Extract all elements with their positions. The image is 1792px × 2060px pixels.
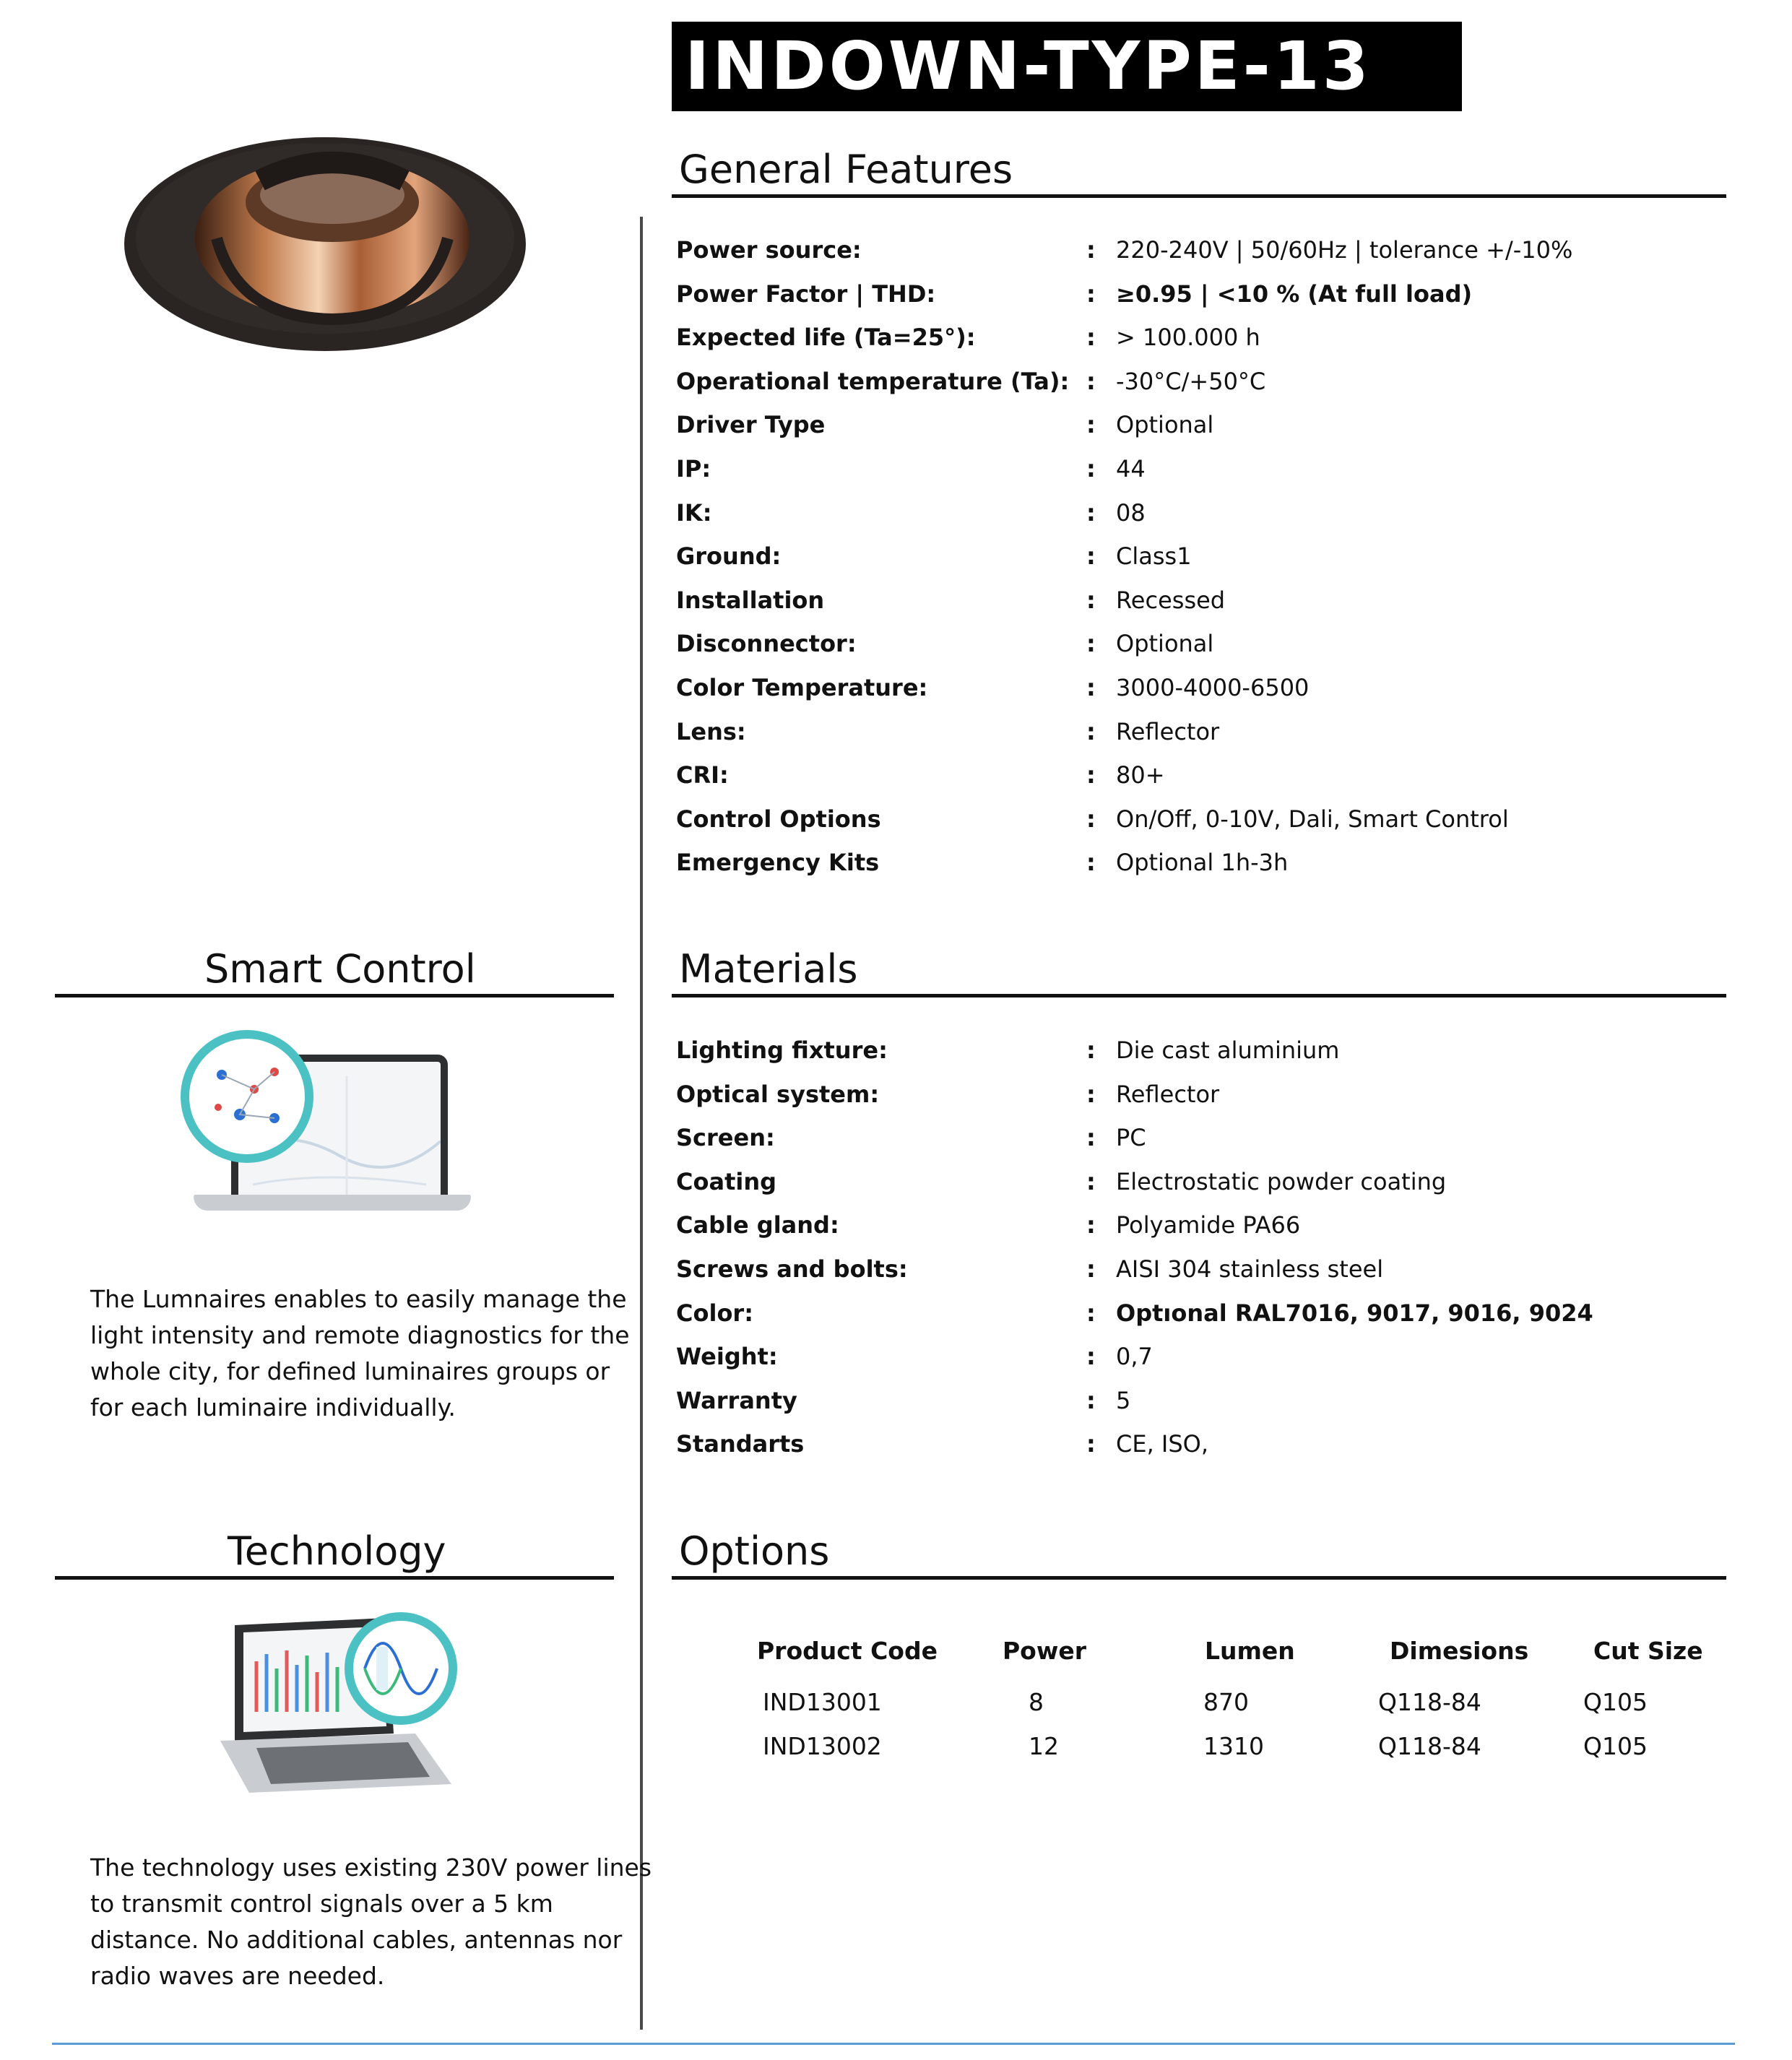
spec-label: Power Factor | THD:: [676, 280, 936, 308]
zoom-circle: [181, 1030, 313, 1163]
spec-row: [676, 1247, 1723, 1291]
spec-label: Disconnector:: [676, 630, 857, 658]
text-line: radio waves are needed.: [90, 1962, 385, 1990]
general-features-rule: [672, 194, 1726, 198]
general-features-heading: General Features: [679, 147, 1013, 192]
spec-colon: :: [1086, 673, 1096, 701]
spec-value: Recessed: [1116, 586, 1226, 614]
spec-row: [676, 403, 1723, 447]
spec-colon: :: [1086, 1037, 1096, 1064]
spec-row: [676, 710, 1723, 754]
spec-colon: :: [1086, 1211, 1096, 1239]
options-cell: 12: [1029, 1732, 1059, 1760]
spec-colon: :: [1086, 367, 1096, 395]
text-line: for each luminaire individually.: [90, 1393, 456, 1421]
spec-label: Ground:: [676, 542, 782, 571]
spec-row: [676, 666, 1723, 710]
spec-value: ≥0.95 | <10 % (At full load): [1116, 280, 1473, 308]
spec-label: IK:: [676, 498, 712, 527]
options-header-cut-size: Cut Size: [1593, 1637, 1703, 1665]
spec-colon: :: [1086, 454, 1096, 482]
text-line: The Lumnaires enables to easily manage the: [90, 1285, 627, 1313]
spec-colon: :: [1086, 761, 1096, 789]
column-divider: [640, 217, 643, 2030]
spec-value: 220-240V | 50/60Hz | tolerance +/-10%: [1116, 236, 1573, 264]
spec-value: Reflector: [1116, 717, 1220, 745]
text-line: whole city, for defined luminaires groups or: [90, 1357, 610, 1385]
smart-control-rule: [55, 994, 614, 997]
options-header-lumen: Lumen: [1205, 1637, 1295, 1665]
spec-value: Electrostatic powder coating: [1116, 1167, 1447, 1195]
technology-laptop-image: [206, 1604, 480, 1820]
spec-label: Lighting fixture:: [676, 1037, 888, 1064]
spec-row: [676, 360, 1723, 404]
options-cell: Q105: [1583, 1688, 1648, 1716]
spec-value: Polyamide PA66: [1116, 1211, 1301, 1239]
general-features-list: [676, 228, 1723, 885]
spec-label: CRI:: [676, 761, 729, 789]
spec-row: [676, 1203, 1723, 1247]
options-header-dimensions: Dimesions: [1390, 1637, 1529, 1665]
spec-row: [676, 228, 1723, 272]
laptop-base: [194, 1195, 471, 1211]
text-line: to transmit control signals over a 5 km: [90, 1890, 553, 1918]
options-cell: IND13001: [763, 1688, 882, 1716]
technology-description: [90, 1850, 652, 1994]
materials-rule: [672, 994, 1726, 997]
spec-value: 0,7: [1116, 1343, 1153, 1371]
spec-value: Die cast aluminium: [1116, 1037, 1340, 1064]
text-line: distance. No additional cables, antennas nor: [90, 1926, 623, 1954]
spec-row: [676, 316, 1723, 360]
spec-row: [676, 841, 1723, 885]
spec-value: Optional: [1116, 411, 1214, 439]
spec-label: Driver Type: [676, 411, 826, 439]
spec-row: [676, 272, 1723, 316]
network-nodes-icon: [189, 1039, 305, 1154]
spec-row: [676, 1335, 1723, 1379]
spec-row: [676, 491, 1723, 535]
options-header-power: Power: [1003, 1637, 1086, 1665]
spec-value: CE, ISO,: [1116, 1430, 1209, 1458]
spec-row: [676, 753, 1723, 797]
spec-label: Color Temperature:: [676, 673, 928, 701]
spec-label: Screws and bolts:: [676, 1255, 908, 1283]
spec-label: Emergency Kits: [676, 849, 880, 877]
spec-colon: :: [1086, 1386, 1096, 1414]
spec-row: [676, 1160, 1723, 1204]
options-rule: [672, 1576, 1726, 1580]
spec-row: [676, 797, 1723, 841]
options-cell: IND13002: [763, 1732, 882, 1760]
spec-value: 5: [1116, 1386, 1131, 1414]
options-cell: 870: [1203, 1688, 1249, 1716]
materials-heading: Materials: [679, 946, 858, 992]
options-header-product-code: Product Code: [757, 1637, 938, 1665]
technology-heading: Technology: [228, 1528, 446, 1574]
spec-value: Reflector: [1116, 1080, 1220, 1108]
options-cell: 8: [1029, 1688, 1044, 1716]
spec-label: Control Options: [676, 805, 881, 833]
spec-label: IP:: [676, 454, 711, 482]
spec-row: [676, 1073, 1723, 1117]
spec-colon: :: [1086, 717, 1096, 745]
spec-colon: :: [1086, 849, 1096, 877]
spec-value: On/Off, 0-10V, Dali, Smart Control: [1116, 805, 1509, 833]
spec-value: 44: [1116, 454, 1146, 482]
spec-value: > 100.000 h: [1116, 324, 1260, 352]
spec-value: 08: [1116, 498, 1146, 527]
spec-colon: :: [1086, 1430, 1096, 1458]
spec-colon: :: [1086, 586, 1096, 614]
spec-colon: :: [1086, 1167, 1096, 1195]
product-image: [116, 130, 534, 361]
spec-value: AISI 304 stainless steel: [1116, 1255, 1384, 1283]
spec-label: Optical system:: [676, 1080, 880, 1108]
title-bar: [672, 22, 1462, 111]
spec-row: [676, 1291, 1723, 1336]
spec-value: Optional 1h-3h: [1116, 849, 1289, 877]
spec-colon: :: [1086, 1343, 1096, 1371]
options-cell: Q118-84: [1378, 1732, 1481, 1760]
spec-value: Optıonal RAL7016, 9017, 9016, 9024: [1116, 1299, 1593, 1327]
spec-value: -30°C/+50°C: [1116, 367, 1266, 395]
spec-colon: :: [1086, 411, 1096, 439]
technology-rule: [55, 1576, 614, 1580]
spec-colon: :: [1086, 498, 1096, 527]
spec-value: Optional: [1116, 630, 1214, 658]
spec-row: [676, 1422, 1723, 1466]
spec-label: Lens:: [676, 717, 746, 745]
spec-row: [676, 1116, 1723, 1160]
text-line: The technology uses existing 230V power lines: [90, 1853, 652, 1882]
spec-label: Installation: [676, 586, 825, 614]
spec-label: Coating: [676, 1167, 777, 1195]
spec-label: Expected life (Ta=25°):: [676, 324, 976, 352]
spec-label: Color:: [676, 1299, 753, 1327]
page-title: INDOWN-TYPE-13: [685, 27, 1372, 105]
spec-row: [676, 1379, 1723, 1423]
spec-colon: :: [1086, 630, 1096, 658]
spec-colon: :: [1086, 236, 1096, 264]
options-cell: Q105: [1583, 1732, 1648, 1760]
spec-colon: :: [1086, 1124, 1096, 1152]
spec-value: 80+: [1116, 761, 1165, 789]
spec-label: Power source:: [676, 236, 862, 264]
materials-list: [676, 1029, 1723, 1466]
spec-label: Warranty: [676, 1386, 797, 1414]
spec-label: Cable gland:: [676, 1211, 839, 1239]
spec-row: [676, 579, 1723, 623]
spec-colon: :: [1086, 280, 1096, 308]
spec-row: [676, 535, 1723, 579]
spec-label: Weight:: [676, 1343, 778, 1371]
spec-label: Operational temperature (Ta):: [676, 367, 1070, 395]
spec-colon: :: [1086, 542, 1096, 571]
smart-control-laptop-image: [181, 1026, 484, 1242]
footer-rule: [52, 2043, 1735, 2045]
spec-colon: :: [1086, 1080, 1096, 1108]
smart-control-description: [90, 1281, 630, 1426]
options-heading: Options: [679, 1528, 830, 1574]
laptop-chart-graphic: [206, 1604, 480, 1820]
spec-colon: :: [1086, 324, 1096, 352]
options-cell: Q118-84: [1378, 1688, 1481, 1716]
spec-value: 3000-4000-6500: [1116, 673, 1310, 701]
spec-colon: :: [1086, 1255, 1096, 1283]
spec-value: PC: [1116, 1124, 1146, 1152]
spec-colon: :: [1086, 1299, 1096, 1327]
spec-label: Screen:: [676, 1124, 775, 1152]
spec-colon: :: [1086, 805, 1096, 833]
spec-row: [676, 622, 1723, 666]
options-cell: 1310: [1203, 1732, 1264, 1760]
spec-row: [676, 447, 1723, 491]
text-line: light intensity and remote diagnostics for the: [90, 1321, 630, 1349]
spec-value: Class1: [1116, 542, 1192, 571]
spec-label: Standarts: [676, 1430, 805, 1458]
smart-control-heading: Smart Control: [204, 946, 476, 992]
spec-row: [676, 1029, 1723, 1073]
